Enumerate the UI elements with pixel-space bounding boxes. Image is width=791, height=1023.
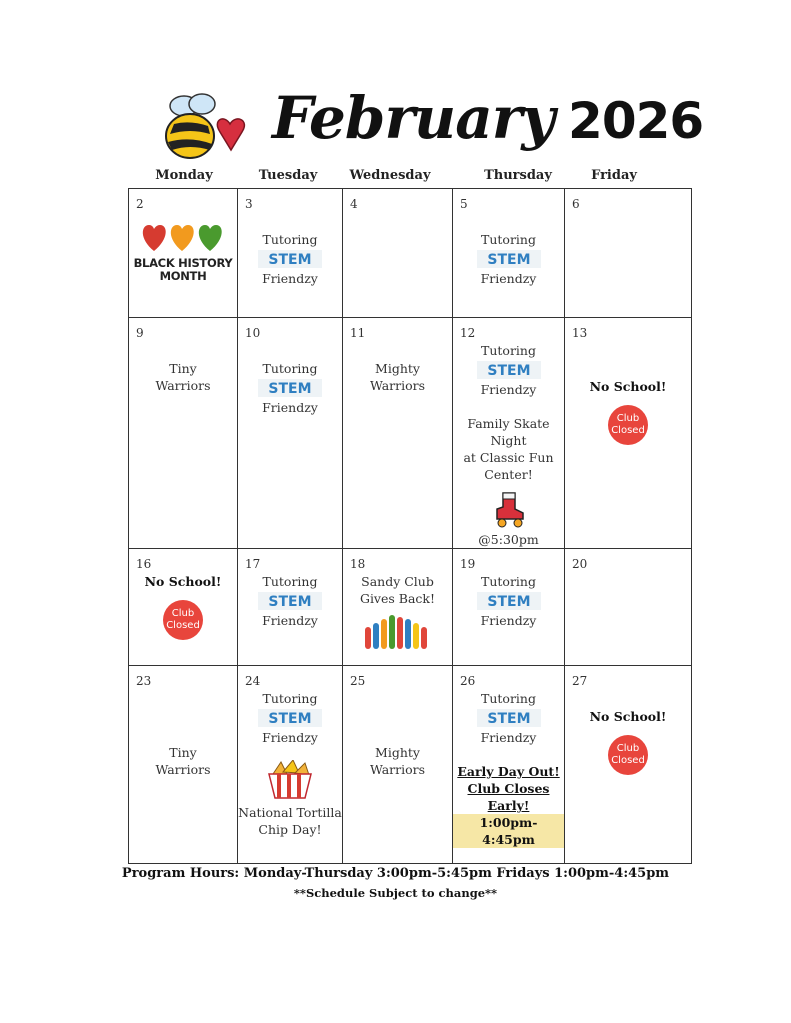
day-cell xyxy=(238,666,343,864)
calendar-title xyxy=(272,84,703,152)
day-cell xyxy=(238,318,343,549)
day-cell xyxy=(453,318,565,549)
black-history-month-line2: MONTH xyxy=(159,269,207,283)
day-number: 6 xyxy=(572,197,580,211)
stem-logo-text: STEM xyxy=(486,363,531,379)
day-cell xyxy=(238,549,343,666)
calendar-grid xyxy=(128,188,692,864)
stem-logo-icon xyxy=(477,361,541,379)
black-history-month-line1: BLACK HISTORY xyxy=(133,256,233,270)
event-line2: Warriors xyxy=(155,378,211,393)
day-number: 10 xyxy=(245,326,261,340)
event-line2: Warriors xyxy=(155,762,211,777)
day-number: 25 xyxy=(350,674,366,688)
day-number: 2 xyxy=(136,197,144,211)
hearts-icon xyxy=(139,219,227,253)
event-friendzy: Friendzy xyxy=(480,271,537,286)
stem-logo-text: STEM xyxy=(268,711,312,727)
skate-night-line1: Family Skate Night xyxy=(467,416,550,448)
event-friendzy: Friendzy xyxy=(262,400,318,415)
day-number: 9 xyxy=(136,326,144,340)
club-closed-line1: Club xyxy=(171,608,195,619)
day-cell xyxy=(565,666,692,864)
day-cell xyxy=(565,189,692,318)
stem-logo-icon xyxy=(258,379,322,397)
day-cell xyxy=(343,189,453,318)
event-tutoring: Tutoring xyxy=(481,574,536,589)
event-line1: Tiny xyxy=(169,361,197,376)
no-school-label: No School! xyxy=(589,379,667,394)
day-number: 13 xyxy=(572,326,588,340)
calendar-week-row xyxy=(129,189,692,318)
stem-logo-icon xyxy=(258,592,322,610)
event-tutoring: Tutoring xyxy=(481,343,536,358)
day-number: 20 xyxy=(572,557,588,571)
day-number: 26 xyxy=(460,674,476,688)
raised-hands-icon xyxy=(363,613,433,649)
event-line2: Warriors xyxy=(369,762,426,777)
event-tutoring: Tutoring xyxy=(262,361,318,376)
event-line1: Mighty xyxy=(375,361,420,376)
day-number: 16 xyxy=(136,557,152,571)
event-tutoring: Tutoring xyxy=(481,232,536,247)
stem-logo-icon xyxy=(477,709,541,727)
program-hours: Program Hours: Monday-Thursday 3:00pm-5:45pm Fridays 1:00pm-4:45pm xyxy=(121,866,670,881)
event-tutoring: Tutoring xyxy=(481,691,536,706)
event-line1: Sandy Club xyxy=(361,574,434,589)
calendar-week-row xyxy=(129,318,692,549)
day-cell xyxy=(565,549,692,666)
early-day-out-line1: Early Day Out! xyxy=(457,764,560,779)
event-friendzy: Friendzy xyxy=(262,730,318,745)
bee-heart-icon xyxy=(158,92,250,164)
club-closed-line2: Closed xyxy=(611,425,645,436)
weekday-friday: Friday xyxy=(591,168,637,183)
stem-logo-text: STEM xyxy=(268,381,312,397)
stem-logo-text: STEM xyxy=(268,252,312,268)
day-cell xyxy=(453,666,565,864)
weekday-thursday: Thursday xyxy=(484,168,552,183)
stem-logo-icon xyxy=(477,592,541,610)
no-school-label: No School! xyxy=(144,574,222,589)
event-tutoring: Tutoring xyxy=(262,574,318,589)
calendar-week-row xyxy=(129,666,692,864)
skate-night-line2: at Classic Fun xyxy=(463,450,554,465)
day-cell xyxy=(129,189,238,318)
tortilla-chip-day-line1: National Tortilla xyxy=(238,805,342,820)
stem-logo-text: STEM xyxy=(268,594,312,610)
weekday-monday: Monday xyxy=(155,168,213,183)
weekday-header-row xyxy=(128,168,691,188)
stem-logo-text: STEM xyxy=(486,252,531,268)
day-cell xyxy=(343,549,453,666)
club-closed-line1: Club xyxy=(616,413,640,424)
early-day-hours: 1:00pm-4:45pm xyxy=(453,814,564,848)
day-cell xyxy=(129,318,238,549)
day-number: 18 xyxy=(350,557,366,571)
calendar-week-row xyxy=(129,549,692,666)
club-closed-badge xyxy=(608,735,648,775)
stem-logo-icon xyxy=(258,250,322,268)
weekday-wednesday: Wednesday xyxy=(349,168,431,183)
day-number: 27 xyxy=(572,674,588,688)
club-closed-badge xyxy=(608,405,648,445)
day-number: 5 xyxy=(460,197,468,211)
event-friendzy: Friendzy xyxy=(262,271,318,286)
tortilla-chips-icon xyxy=(265,760,315,800)
event-friendzy: Friendzy xyxy=(262,613,318,628)
day-cell xyxy=(343,318,453,549)
day-cell xyxy=(453,549,565,666)
event-line1: Tiny xyxy=(169,745,197,760)
skate-night-time: @5:30pm xyxy=(478,532,539,547)
day-number: 24 xyxy=(245,674,261,688)
early-day-out-line2: Club Closes xyxy=(467,781,550,796)
weekday-tuesday: Tuesday xyxy=(258,168,318,183)
club-closed-badge xyxy=(163,600,203,640)
event-friendzy: Friendzy xyxy=(480,730,537,745)
stem-logo-text: STEM xyxy=(486,594,531,610)
day-cell xyxy=(343,666,453,864)
stem-logo-icon xyxy=(258,709,322,727)
day-number: 12 xyxy=(460,326,476,340)
club-closed-line2: Closed xyxy=(166,620,200,631)
day-cell xyxy=(565,318,692,549)
event-tutoring: Tutoring xyxy=(262,691,318,706)
schedule-note: **Schedule Subject to change** xyxy=(293,886,498,900)
stem-logo-icon xyxy=(477,250,541,268)
day-number: 17 xyxy=(245,557,261,571)
event-line2: Gives Back! xyxy=(359,591,436,606)
event-friendzy: Friendzy xyxy=(480,382,537,397)
day-cell xyxy=(129,549,238,666)
club-closed-line1: Club xyxy=(616,743,640,754)
tortilla-chip-day-line2: Chip Day! xyxy=(258,822,322,837)
no-school-label: No School! xyxy=(589,709,667,724)
day-cell xyxy=(453,189,565,318)
title-year: 2026 xyxy=(568,92,704,150)
day-number: 11 xyxy=(350,326,366,340)
day-number: 19 xyxy=(460,557,476,571)
day-number: 23 xyxy=(136,674,152,688)
event-tutoring: Tutoring xyxy=(262,232,318,247)
day-cell xyxy=(129,666,238,864)
event-friendzy: Friendzy xyxy=(480,613,537,628)
roller-skate-icon xyxy=(489,489,529,529)
event-line1: Mighty xyxy=(375,745,420,760)
event-line2: Warriors xyxy=(369,378,426,393)
club-closed-line2: Closed xyxy=(611,755,645,766)
early-day-out-line3: Early! xyxy=(487,798,530,813)
title-month: February xyxy=(272,84,555,152)
day-cell xyxy=(238,189,343,318)
stem-logo-text: STEM xyxy=(486,711,531,727)
day-number: 3 xyxy=(245,197,253,211)
day-number: 4 xyxy=(350,197,358,211)
skate-night-line3: Center! xyxy=(484,467,533,482)
